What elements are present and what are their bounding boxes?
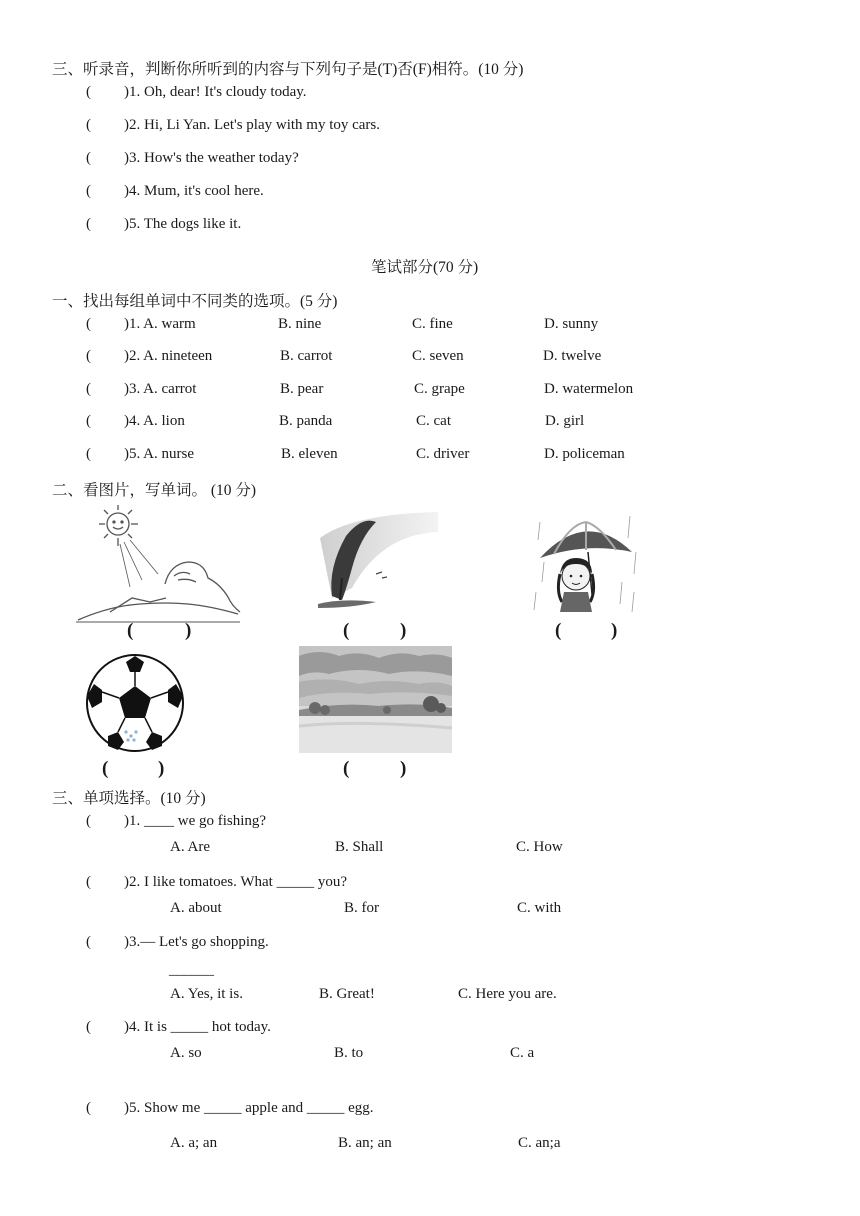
choice-question: )5. Show me _____ apple and _____ egg. bbox=[124, 1100, 374, 1116]
answer-paren[interactable]: ( bbox=[86, 413, 91, 429]
option-a: A. so bbox=[170, 1045, 202, 1061]
option-b: B. to bbox=[334, 1045, 364, 1061]
answer-blank-close: ) bbox=[185, 620, 192, 641]
listening-item: )4. Mum, it's cool here. bbox=[124, 183, 264, 199]
option-d: D. girl bbox=[545, 413, 585, 429]
option-d: D. policeman bbox=[544, 446, 625, 462]
choice-header: 三、单项选择。(10 分) bbox=[52, 790, 206, 807]
option-b: B. nine bbox=[278, 316, 322, 332]
odd-one-out-header: 一、找出每组单词中不同类的选项。(5 分) bbox=[52, 293, 338, 310]
option-c: C. an;a bbox=[518, 1135, 561, 1151]
option-c: C. seven bbox=[412, 348, 464, 364]
option-b: B. for bbox=[344, 900, 379, 916]
listening-item: )1. Oh, dear! It's cloudy today. bbox=[124, 84, 307, 100]
answer-blank-close: ) bbox=[400, 620, 407, 641]
answer-paren[interactable]: ( bbox=[86, 216, 91, 232]
option-c: C. cat bbox=[416, 413, 451, 429]
odd-one-out-question: )5. A. nurse bbox=[124, 446, 194, 462]
option-c: C. with bbox=[517, 900, 562, 916]
answer-paren[interactable]: ( bbox=[86, 934, 91, 950]
rainy-picture bbox=[530, 512, 642, 618]
option-b: B. panda bbox=[279, 413, 333, 429]
option-d: D. watermelon bbox=[544, 381, 634, 397]
choice-question: )2. I like tomatoes. What _____ you? bbox=[124, 874, 348, 890]
option-a: A. Are bbox=[170, 839, 210, 855]
sunny-picture bbox=[70, 502, 245, 628]
odd-one-out-question: )4. A. lion bbox=[124, 413, 185, 429]
option-d: D. twelve bbox=[543, 348, 602, 364]
answer-paren[interactable]: ( bbox=[86, 316, 91, 332]
option-b: B. Shall bbox=[335, 839, 384, 855]
pictures-header: 二、看图片，写单词。 (10 分) bbox=[52, 482, 257, 499]
answer-paren[interactable]: ( bbox=[86, 446, 91, 462]
option-c: C. grape bbox=[414, 381, 465, 397]
answer-blank-open[interactable]: ( bbox=[555, 620, 562, 641]
option-c: C. a bbox=[510, 1045, 535, 1061]
answer-paren[interactable]: ( bbox=[86, 348, 91, 364]
choice-question: )4. It is _____ hot today. bbox=[124, 1019, 271, 1035]
soccer-ball-picture bbox=[84, 652, 186, 754]
answer-blank-open[interactable]: ( bbox=[343, 758, 350, 779]
answer-blank-open[interactable]: ( bbox=[127, 620, 134, 641]
answer-paren[interactable]: ( bbox=[86, 1100, 91, 1116]
answer-paren[interactable]: ( bbox=[86, 813, 91, 829]
option-d: D. sunny bbox=[544, 316, 599, 332]
option-b: B. carrot bbox=[280, 348, 333, 364]
option-b: B. pear bbox=[280, 381, 324, 397]
odd-one-out-question: )3. A. carrot bbox=[124, 381, 197, 397]
answer-blank-open[interactable]: ( bbox=[343, 620, 350, 641]
cloudy-picture bbox=[299, 646, 452, 753]
listening-item: )5. The dogs like it. bbox=[124, 216, 242, 232]
answer-blank-close: ) bbox=[400, 758, 407, 779]
option-c: C. fine bbox=[412, 316, 453, 332]
option-b: B. Great! bbox=[319, 986, 375, 1002]
odd-one-out-question: )1. A. warm bbox=[124, 316, 196, 332]
option-c: C. How bbox=[516, 839, 563, 855]
answer-blank-close: ) bbox=[158, 758, 165, 779]
answer-paren[interactable]: ( bbox=[86, 874, 91, 890]
option-c: C. driver bbox=[416, 446, 470, 462]
answer-blank-open[interactable]: ( bbox=[102, 758, 109, 779]
listening-item: )2. Hi, Li Yan. Let's play with my toy cars. bbox=[124, 117, 381, 133]
option-b: B. eleven bbox=[281, 446, 338, 462]
windy-picture bbox=[312, 508, 440, 614]
choice-question: )1. ____ we go fishing? bbox=[124, 813, 267, 829]
answer-paren[interactable]: ( bbox=[86, 381, 91, 397]
option-a: A. about bbox=[170, 900, 222, 916]
option-a: A. a; an bbox=[170, 1135, 218, 1151]
answer-paren[interactable]: ( bbox=[86, 150, 91, 166]
answer-paren[interactable]: ( bbox=[86, 117, 91, 133]
odd-one-out-question: )2. A. nineteen bbox=[124, 348, 213, 364]
answer-blank-close: ) bbox=[611, 620, 618, 641]
answer-paren[interactable]: ( bbox=[86, 84, 91, 100]
option-a: A. Yes, it is. bbox=[170, 986, 243, 1002]
answer-paren[interactable]: ( bbox=[86, 1019, 91, 1035]
response-blank[interactable]: ______ bbox=[169, 962, 214, 978]
option-c: C. Here you are. bbox=[458, 986, 557, 1002]
answer-paren[interactable]: ( bbox=[86, 183, 91, 199]
option-b: B. an; an bbox=[338, 1135, 392, 1151]
written-part-title: 笔试部分(70 分) bbox=[371, 259, 479, 276]
choice-question: )3.— Let's go shopping. bbox=[124, 934, 269, 950]
listening-header: 三、听录音，判断你所听到的内容与下列句子是(T)否(F)相符。(10 分) bbox=[52, 61, 524, 78]
listening-item: )3. How's the weather today? bbox=[124, 150, 299, 166]
